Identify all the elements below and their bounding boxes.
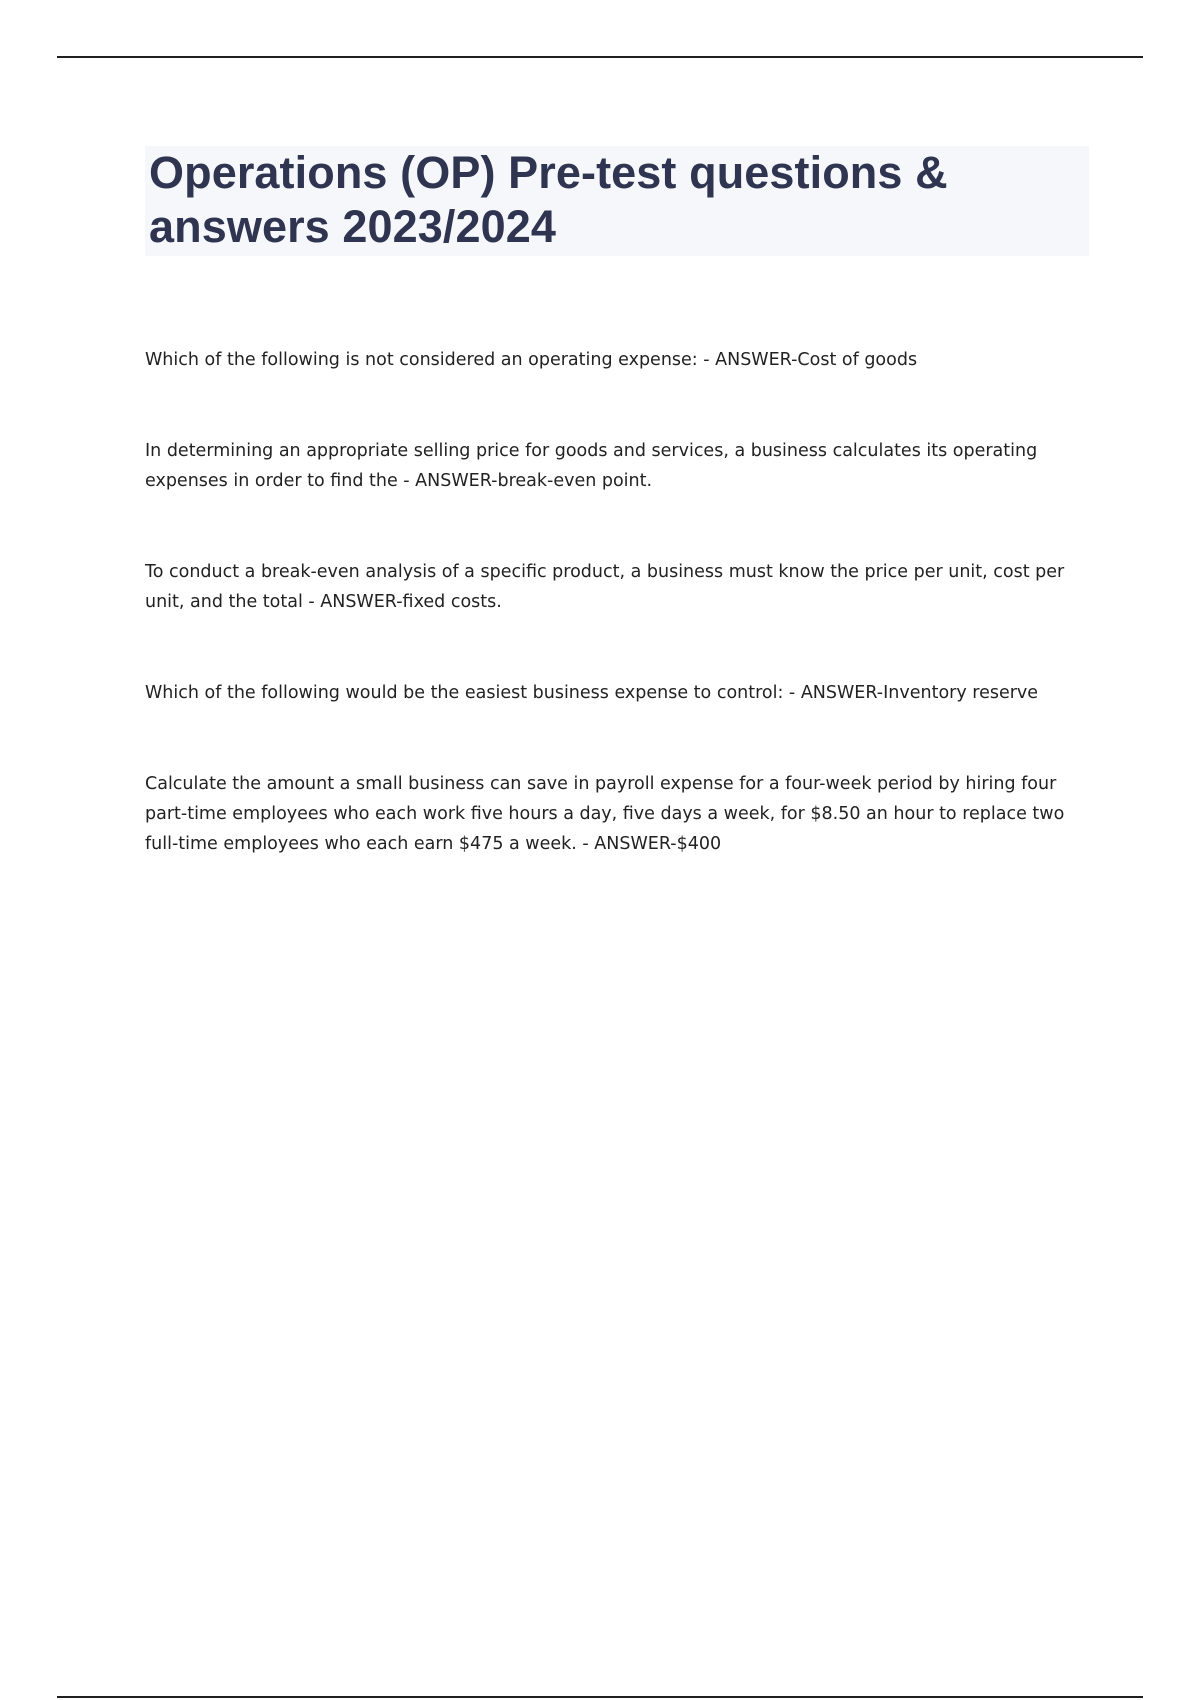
qa-item: Calculate the amount a small business can save in payroll expense for a four-week period by hiring four part-time employees who each work five hours a day, five days a week, for $8.50 an hour to replace two full-time employees who each earn $475 a week. - ANSWER-$400 bbox=[145, 774, 1065, 854]
title-box bbox=[145, 146, 1089, 256]
qa-item: Which of the following would be the easiest business expense to control: - ANSWER-Inventory reserve bbox=[145, 683, 1039, 703]
document-title: Operations (OP) Pre-test questions & answers 2023/2024 bbox=[149, 147, 948, 252]
footer-rule bbox=[57, 1696, 1143, 1698]
qa-item: Which of the following is not considered an operating expense: - ANSWER-Cost of goods bbox=[145, 350, 918, 370]
qa-item: To conduct a break-even analysis of a specific product, a business must know the price per unit, cost per unit, and the total - ANSWER-fixed costs. bbox=[145, 562, 1065, 612]
header-rule bbox=[57, 56, 1143, 58]
qa-list bbox=[145, 345, 1085, 920]
qa-item: In determining an appropriate selling price for goods and services, a business calculates its operating expenses in order to find the - ANSWER-break-even point. bbox=[145, 441, 1038, 491]
